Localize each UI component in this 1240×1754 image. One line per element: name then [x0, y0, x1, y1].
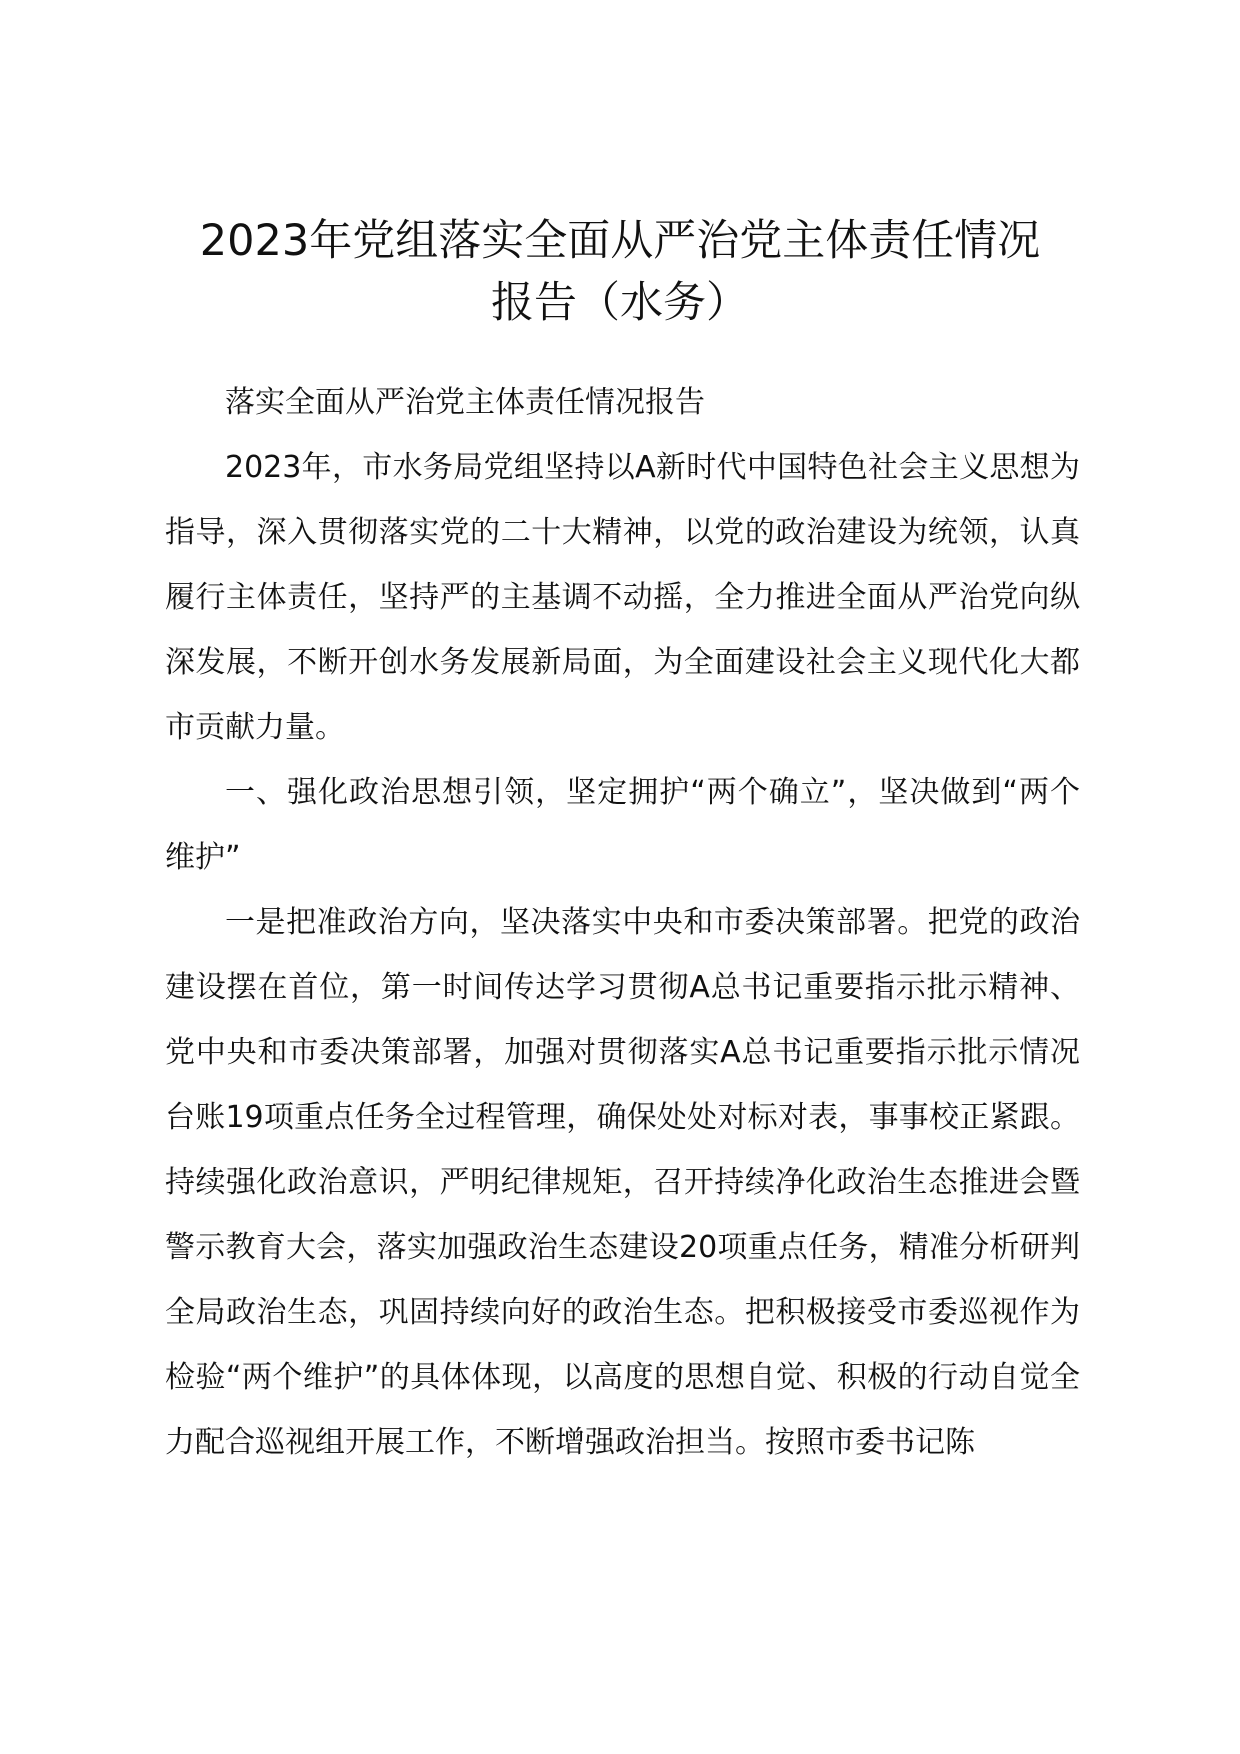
section-heading-1: 一、强化政治思想引领，坚定拥护“两个确立”，坚决做到“两个维护” [165, 775, 1080, 875]
intro-paragraph: 2023年，市水务局党组坚持以A新时代中国特色社会主义思想为指导，深入贯彻落实党的二十大精神，以党的政治建设为统领，认真履行主体责任，坚持严的主基调不动摇，全力推进全面从严治党向纵深发展，不断开创水务发展新局面，为全面建设社会主义现代化大都市贡献力量。 [165, 450, 1080, 745]
document-title [150, 210, 1090, 334]
title-line-1: 2023年党组落实全面从严治党主体责任情况 [199, 216, 1041, 266]
title-line-2: 报告（水务） [491, 278, 749, 328]
document-body [165, 370, 1080, 1475]
document-subtitle: 落实全面从严治党主体责任情况报告 [225, 385, 705, 420]
section-1-paragraph: 一是把准政治方向，坚决落实中央和市委决策部署。把党的政治建设摆在首位，第一时间传达学习贯彻A总书记重要指示批示精神、党中央和市委决策部署，加强对贯彻落实A总书记重要指示批示情况台账19项重点任务全过程管理，确保处处对标对表，事事校正紧跟。持续强化政治意识，严明纪律规矩，召开持续净化政治生态推进会暨警示教育大会，落实加强政治生态建设20项重点任务，精准分析研判全局政治生态，巩固持续向好的政治生态。把积极接受市委巡视作为检验“两个维护”的具体体现，以高度的思想自觉、积极的行动自觉全力配合巡视组开展工作，不断增强政治担当。按照市委书记陈 [165, 905, 1080, 1460]
